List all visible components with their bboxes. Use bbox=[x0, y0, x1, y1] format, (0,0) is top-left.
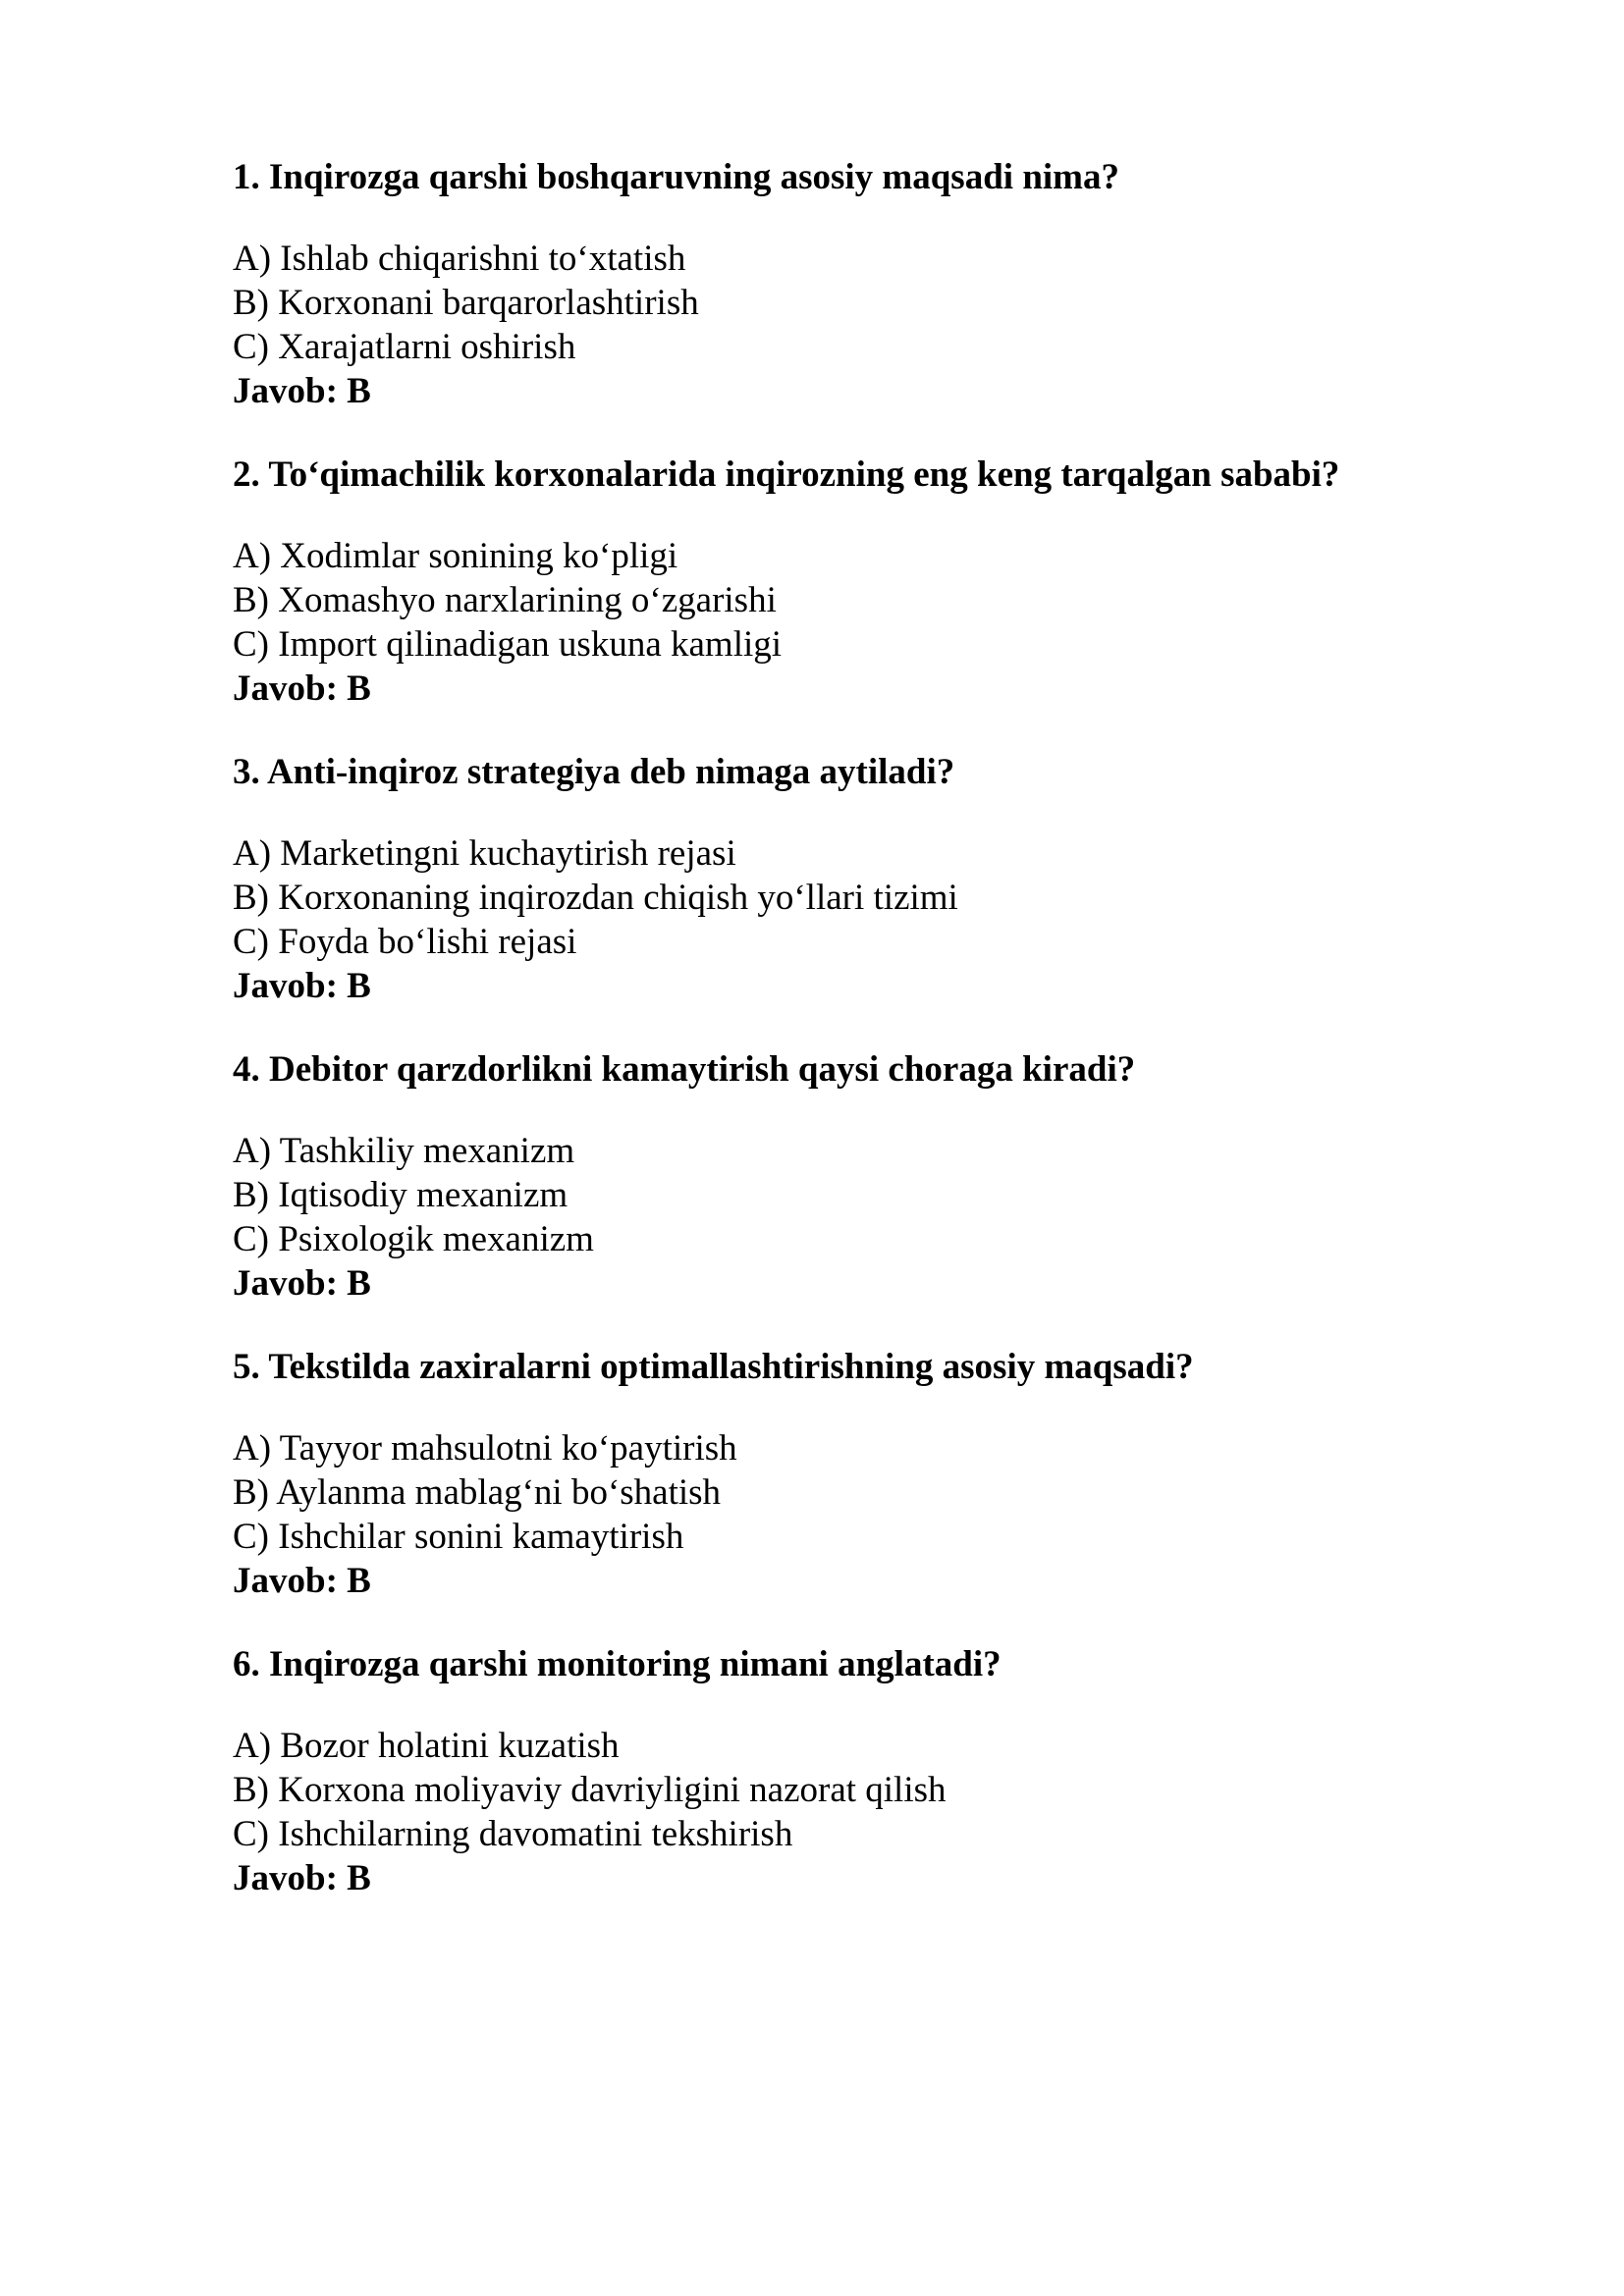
question-block bbox=[233, 1047, 1529, 1306]
question-text: 6. Inqirozga qarshi monitoring nimani anglatadi? bbox=[233, 1644, 1001, 1684]
question-text: 3. Anti-inqiroz strategiya deb nimaga aytiladi? bbox=[233, 752, 955, 792]
answer-text: Javob: B bbox=[233, 668, 371, 709]
answer-text: Javob: B bbox=[233, 1263, 371, 1304]
answer-text: Javob: B bbox=[233, 1858, 371, 1898]
option-a: A) Bozor holatini kuzatish bbox=[233, 1726, 620, 1766]
option-a: A) Tayyor mahsulotni ko‘paytirish bbox=[233, 1428, 737, 1468]
question-block bbox=[233, 453, 1529, 711]
options-list bbox=[233, 1724, 1529, 1856]
option-b: B) Aylanma mablag‘ni bo‘shatish bbox=[233, 1472, 722, 1513]
option-a: A) Marketingni kuchaytirish rejasi bbox=[233, 833, 736, 874]
question-text: 5. Tekstilda zaxiralarni optimallashtirishning asosiy maqsadi? bbox=[233, 1347, 1194, 1387]
option-c: C) Ishchilar sonini kamaytirish bbox=[233, 1517, 684, 1557]
question-text: 4. Debitor qarzdorlikni kamaytirish qaysi choraga kiradi? bbox=[233, 1049, 1136, 1090]
option-a: A) Tashkiliy mexanizm bbox=[233, 1131, 575, 1171]
answer-text: Javob: B bbox=[233, 371, 371, 411]
option-b: B) Iqtisodiy mexanizm bbox=[233, 1175, 568, 1215]
option-b: B) Korxonaning inqirozdan chiqish yo‘llari tizimi bbox=[233, 878, 958, 918]
option-c: C) Foyda bo‘lishi rejasi bbox=[233, 922, 577, 962]
option-a: A) Xodimlar sonining ko‘pligi bbox=[233, 536, 678, 576]
option-c: C) Ishchilarning davomatini tekshirish bbox=[233, 1814, 793, 1854]
question-text: 1. Inqirozga qarshi boshqaruvning asosiy maqsadi nima? bbox=[233, 157, 1119, 197]
option-b: B) Korxona moliyaviy davriyligini nazorat qilish bbox=[233, 1770, 947, 1810]
option-b: B) Korxonani barqarorlashtirish bbox=[233, 283, 699, 323]
options-list bbox=[233, 831, 1529, 964]
question-text: 2. To‘qimachilik korxonalarida inqirozning eng keng tarqalgan sababi? bbox=[233, 454, 1340, 495]
option-a: A) Ishlab chiqarishni to‘xtatish bbox=[233, 239, 686, 279]
answer-text: Javob: B bbox=[233, 966, 371, 1006]
answer-text: Javob: B bbox=[233, 1561, 371, 1601]
question-block bbox=[233, 750, 1529, 1008]
option-c: C) Import qilinadigan uskuna kamligi bbox=[233, 624, 783, 665]
question-block bbox=[233, 155, 1529, 413]
options-list bbox=[233, 534, 1529, 667]
option-b: B) Xomashyo narxlarining o‘zgarishi bbox=[233, 580, 777, 620]
options-list bbox=[233, 1129, 1529, 1261]
options-list bbox=[233, 1426, 1529, 1559]
option-c: C) Xarajatlarni oshirish bbox=[233, 327, 576, 367]
option-c: C) Psixologik mexanizm bbox=[233, 1219, 594, 1259]
options-list bbox=[233, 237, 1529, 369]
question-block bbox=[233, 1642, 1529, 1900]
question-block bbox=[233, 1345, 1529, 1603]
